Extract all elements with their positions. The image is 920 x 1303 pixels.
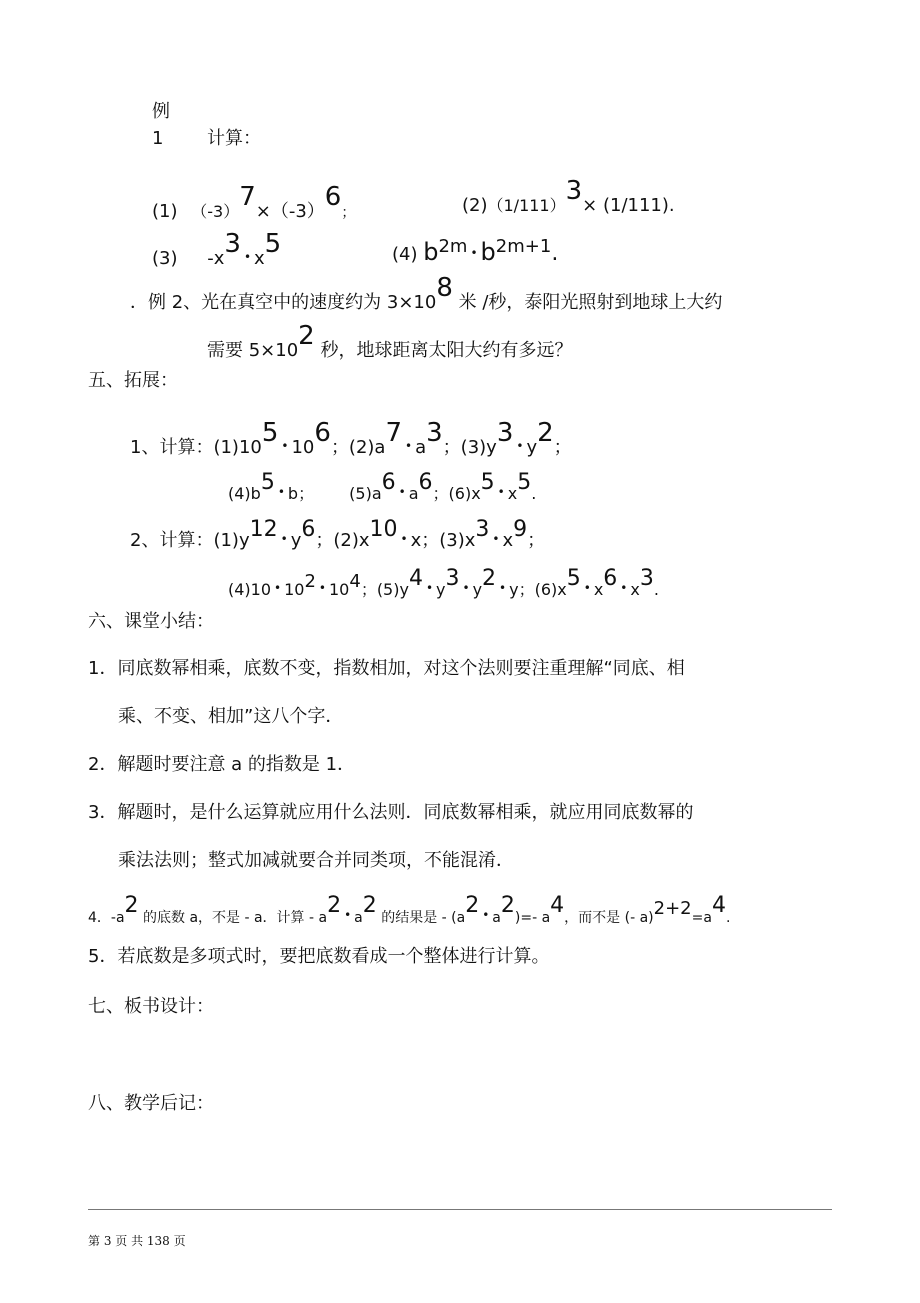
example1-label-b: 1 [152, 128, 164, 149]
section5-q1-line-1: 1、计算：(1)105 • 106；(2)a7 • a3；(3)y3 • y2； [130, 418, 572, 458]
section5-q2-line-1: 2、计算：(1)y12 • y6；(2)x10 • x；(3)x3 • x9； [130, 517, 546, 551]
section8-title: 八、教学后记： [88, 1093, 214, 1114]
summary-item-3-line-1: 3．解题时，是什么运算就应用什么法则．同底数幂相乘，就应用同底数幂的 [88, 802, 694, 823]
section5-title: 五、拓展： [88, 370, 178, 391]
example2-line-2: 需要 5×102 秒，地球距离太阳大约有多远？ [207, 321, 573, 361]
example1-problem-4: (4) b2m • b2m+1. [392, 236, 559, 266]
summary-item-2: 2．解题时要注意 a 的指数是 1． [88, 754, 356, 775]
example1-problem-1: (1) （-3）7×（-3）6； [152, 182, 356, 222]
section5-q1-line-2: (4)b5 • b； (5)a6 • a6；(6)x5 • x5. [228, 470, 537, 503]
example2-line-1: ．例 2、光在真空中的速度约为 3×108 米 /秒，泰阳光照射到地球上大约 [130, 273, 723, 313]
example1-problem-3: (3) -x3 • x5 [152, 229, 282, 269]
summary-item-1-line-1: 1．同底数幂相乘，底数不变，指数相加，对这个法则要注重理解“同底、相 [88, 658, 685, 679]
section5-q2-line-2: (4)10 • 102 • 104；(5)y4 • y3 • y2 • y；(6)x5 • x6 • x3. [228, 566, 659, 599]
summary-item-3-line-2: 乘法法则；整式加减就要合并同类项，不能混淆． [118, 850, 514, 871]
example1-problem-2: (2)（1/111）3× (1/111). [462, 176, 675, 216]
summary-item-4: 4．-a2 的底数 a，不是 - a．计算 - a2 • a2 的结果是 - (a2 • a2)=- a4，而不是 (- a)2+2=a4. [88, 893, 731, 926]
example1-label-a: 例 [152, 101, 170, 122]
summary-item-1-line-2: 乘、不变、相加”这八个字． [118, 706, 344, 727]
example1-instruction: 计算： [207, 128, 261, 149]
section7-title: 七、板书设计： [88, 996, 214, 1017]
page-number: 第 3 页 共 138 页 [88, 1234, 186, 1248]
summary-item-5: 5．若底数是多项式时，要把底数看成一个整体进行计算。 [88, 946, 550, 967]
footer-divider [88, 1209, 832, 1210]
section6-title: 六、课堂小结： [88, 611, 214, 632]
